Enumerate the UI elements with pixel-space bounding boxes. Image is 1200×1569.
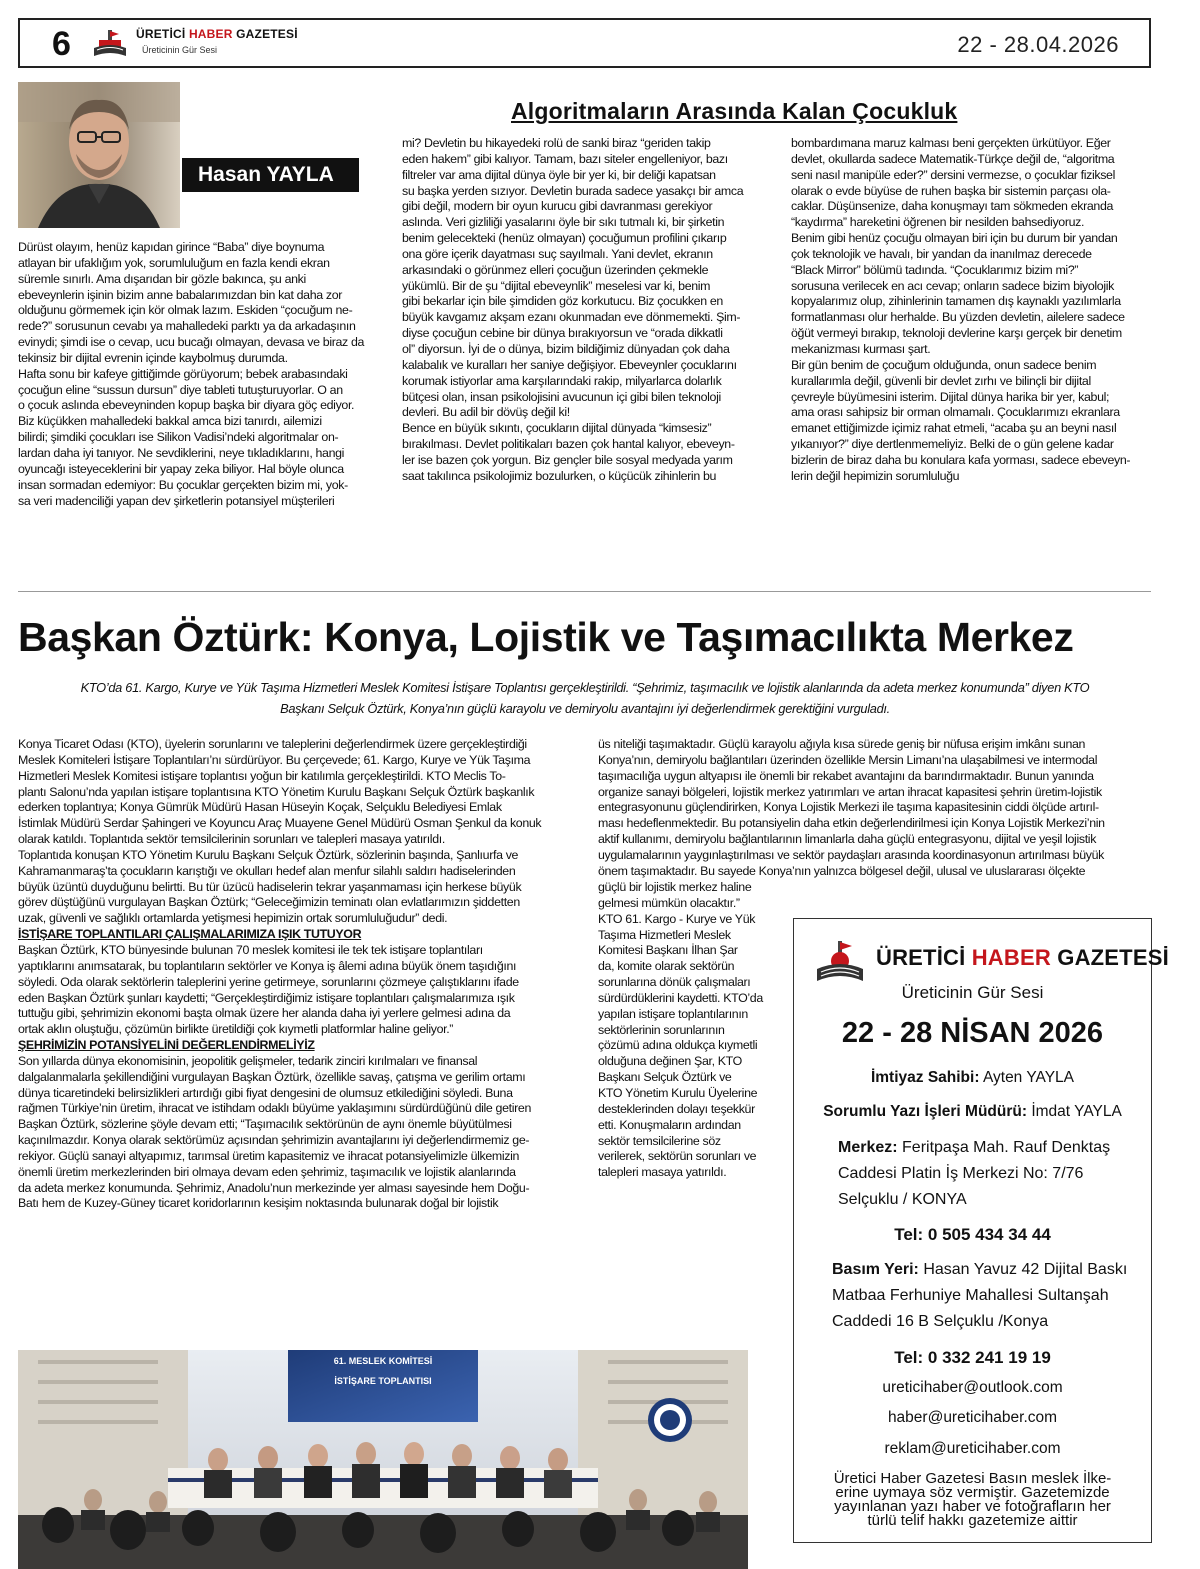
text-line: talepleri masaya yatırıldı. — [598, 1165, 727, 1180]
column-text-col3 — [791, 136, 1153, 485]
text-line: saat takılınca psikolojimiz bozulurken, o küçücük zihinlerin bu — [402, 468, 717, 483]
text-line: Başkan Öztürk, KTO bünyesinde bulunan 70 meslek komitesi ile tek tek istişare toplantıları — [18, 942, 483, 957]
text-line: Hizmetleri Meslek Komitesi istişare toplantısı yoğun bir katılımla gerçekleştirildi. KTO Meclis To- — [18, 768, 506, 783]
text-line: arkasındaki o görünmez elleri çocuğun üzerinden çekmekle — [402, 262, 709, 277]
infobox-email-1: ureticihaber@outlook.com — [882, 1379, 1063, 1396]
text-line: etti. Konuşmaların ardından — [598, 1117, 741, 1132]
infobox-date: 22 - 28 NİSAN 2026 — [841, 1017, 1104, 1049]
text-line: su başka yerden sızıyor. Devletin burada sadece yasakçı bir amca — [402, 183, 744, 198]
infobox-print-line2: Matbaa Ferhuniye Mahallesi Sultanşah — [832, 1287, 1109, 1304]
text-line: sa veri madenciliği yapan dev şirketlerin potansiyel müşterileri — [18, 493, 335, 508]
text-line: süremle sınırlı. Ama dışarıdan bir gözle bakınca, şu anki — [18, 271, 306, 286]
infobox-print-line3: Caddedi 16 B Selçuklu /Konya — [832, 1313, 1049, 1330]
text-line: Biz küçükken mahalledeki bakkal amca bizi tanırdı, ailemizi — [18, 414, 322, 429]
text-line: İSTİŞARE TOPLANTILARI ÇALIŞMALARIMIZA IŞIK TUTUYOR — [18, 927, 362, 942]
infobox-hq-line3: Selçuklu / KONYA — [838, 1191, 967, 1208]
text-line: tuttuğu gibi, şehrimizin ekonomi başta olmak üzere her alanda daha iyi yerlere gelmesi adına da — [18, 1006, 511, 1021]
text-line: yapılan istişare toplantılarının — [598, 1006, 748, 1021]
text-line: Meslek Komiteleri İstişare Toplantıları’nı sürdürüyor. Bu çerçevede; 61. Kargo, Kurye ve Yük Taşıma — [18, 752, 531, 767]
infobox-print-line1: Basım Yeri: Hasan Yavuz 42 Dijital Baskı — [832, 1261, 1128, 1278]
text-line: sektör temsilcilerine söz — [598, 1133, 721, 1148]
infobox-hq-line2: Caddesi Platin İş Merkezi No: 7/76 — [838, 1165, 1084, 1182]
text-line: kalabalık ve kuralları her saniye değişiyor. Ebeveynler çocuklarını — [402, 357, 737, 372]
text-line: eden Başkan Öztürk şunları kaydetti; “Gerçekleştirdiğimiz istişare toplantıları çalışmalarımıza ışık — [18, 990, 515, 1005]
text-line: gibi değil, modern bir oyun kurucu gibi davranması gerekiyor — [402, 199, 713, 214]
article-text-col1 — [18, 737, 588, 1212]
infobox-tel1: Tel: 0 505 434 34 44 — [894, 1225, 1051, 1244]
text-line: bombardımana maruz kalması beni gerçekten ürkütüyor. Eğer — [791, 136, 1111, 150]
brand-slogan: Üreticinin Gür Sesi — [142, 45, 218, 55]
infobox-footer: Üretici Haber Gazetesi Basın meslek İlke- erine uymaya söz vermiştir. Gazetemizde yayınlanan yazı haber ve fotoğrafların her türlü telif hakkı gazetemize aittir — [833, 1470, 1112, 1529]
text-line: ŞEHRİMİZİN POTANSİYELİNİ DEĞERLENDİRMELİYİZ — [18, 1038, 315, 1053]
text-line: Başkanı Selçuk Öztürk ve — [598, 1070, 732, 1085]
text-line: KTO Yönetim Kurulu Üyelerine — [598, 1085, 758, 1100]
text-line: da, komite olarak sektörün — [598, 959, 735, 974]
text-line: tekinsiz bir dijital evrenin içinde kaybolmuş durumda. — [18, 350, 288, 365]
text-line: insan sormadan edemiyor: Bu çocuklar gerçekten bizim mi, yok- — [18, 477, 348, 492]
text-line: üs niteliği taşımaktadır. Güçlü karayolu ağıyla kısa sürede geniş bir nüfusa erişim imkânı sunan — [598, 737, 1086, 751]
text-line: caklar. Düşünsenize, daha konuşmayı tam sökmeden ekranda — [791, 199, 1114, 214]
article-deck: KTO’da 61. Kargo, Kurye ve Yük Taşıma Hizmetleri Meslek Komitesi İstişare Toplantısı gerçekleştirildi. “Şehrimiz, taşımacılık ve lojistik alanlarında da adeta merkez konumunda” diyen KTO Başkanı Selçuk Öztürk, Konya’nın güçlü karayolu ve demiryolu avantajını iyi değerlendirmek gerektiğini vurguladı. — [80, 680, 1090, 716]
photo-banner-line2: İSTİŞARE TOPLANTISI — [334, 1376, 432, 1386]
text-line: İstimlak Müdürü Serdar Şahingeri ve Koyuncu Araç Muayene Genel Müdürü Osman Şenkul da konuk — [18, 816, 542, 831]
text-line: büyük kavgamız akşam ezanı okunmadan eve dönmemekti. Şim- — [402, 310, 741, 325]
text-line: Batı hem de Kuzey-Güney ticaret koridorlarının kesişim noktasında bulunarak doğal bir lojistik — [18, 1196, 499, 1211]
text-line: güçlü bir lojistik merkez haline — [598, 880, 752, 894]
issue-date: 22 - 28.04.2026 — [957, 32, 1119, 57]
text-line: Bence en büyük sıkıntı, çocukların dijital dünyada “kimsesiz” — [402, 421, 712, 436]
text-line: Taşıma Hizmetleri Meslek — [598, 927, 731, 942]
text-line: organize sanayi bölgeleri, lojistik merkez yatırımları ve artan ihracat kapasitesi şehrin üretim-lojistik — [598, 784, 1102, 799]
article-text-col2 — [598, 737, 1158, 880]
text-line: çocuğun eline “sussun dursun” diye tableti tutuşturuyorlar. O an — [18, 382, 343, 397]
text-line: yıkanıyor?” diye dertlenmemeliyiz. Belki de o gün gelene kadar — [791, 437, 1114, 452]
text-line: Konya’nın, demiryolu bağlantıları üzerinden özellikle Mersin Limanı’na ulaşabilmesi ve intermodal — [598, 752, 1098, 767]
text-line: diyse çocuğun cebine bir dünya bırakıyorsun ve “orada dikkatli — [402, 326, 723, 341]
column-text-col1 — [18, 240, 368, 509]
infobox-tel2: Tel: 0 332 241 19 19 — [894, 1348, 1051, 1367]
infobox-brand-name: ÜRETİCİ HABER GAZETESİ — [876, 945, 1169, 970]
text-line: ması hedeflenmektedir. Bu potansiyelin daha etkin değerlendirilmesi için Konya Lojistik Merkezi’nin — [598, 816, 1105, 831]
text-line: ortak aklın oluştuğu, çözümün birlikte üretildiği çok kıymetli platformlar haline geliyor.” — [18, 1022, 454, 1037]
text-line: yükümlü. Bir de şu “dijital ebeveynlik” meselesi var ki, benim — [402, 278, 711, 293]
text-line: formatlanması olur herhalde. Bu yüzden devletin, ailelere sadece — [791, 310, 1125, 325]
text-line: bırakılması. Devlet politikaları bazen çok hantal kalıyor, ebeveyn- — [402, 437, 735, 452]
text-line: oyuncağı isteyeceklerini bir yapay zeka biliyor. Hal böyle olunca — [18, 461, 344, 476]
text-line: uygulamalarının yaygınlaştırılması ve sektör paydaşları arasında koordinasyonun artırılması büyük — [598, 847, 1104, 862]
text-line: KTO 61. Kargo - Kurye ve Yük — [598, 911, 756, 926]
text-line: söyledi. Oda olarak sektörlerin taleplerini yerine getirmeye, sorunlarını çözmeye çalıştıklarını ifade — [18, 974, 519, 989]
text-line: gelmesi mümkün olacaktır.” — [598, 895, 740, 910]
text-line: sektörlerinin sorunlarının — [598, 1022, 725, 1037]
book-logo-icon — [91, 28, 129, 60]
text-line: Hafta sonu bir kafeye gittiğimde görüyorum; bebek arabasındaki — [18, 366, 348, 381]
infobox-email-3: reklam@ureticihaber.com — [884, 1440, 1061, 1457]
text-line: kopyalarımız olup, zihinlerinin tamamen dış kaynaklı yazılımlarla — [791, 294, 1121, 309]
text-line: evinydi; şimdi ise o cevap, ucu bucağı olmayan, devasa ve biraz da — [18, 335, 365, 350]
text-line: benim gelecekteki (henüz olmayan) çocuğumun profilini çıkarıp — [402, 231, 727, 246]
book-logo-icon — [814, 939, 866, 987]
page-header — [18, 18, 1151, 68]
text-line: Dürüst olayım, henüz kapıdan girince “Baba” diye boynuma — [18, 240, 325, 254]
text-line: filtreler var ama dijital dünya öyle bir yer ki, bir deliği kapatsan — [402, 167, 716, 182]
text-line: kurallarımla değil, güvenli bir devlet zırhı ve bilinçli bir dijital — [791, 373, 1091, 388]
text-line: Konya Ticaret Odası (KTO), üyelerin sorunlarını ve taleplerini değerlendirmek üzere gerçekleştirdiği — [18, 737, 527, 751]
text-line: rekiyor. Güçlü sanayi altyapımız, tarımsal üretim kapasitemiz ve ihracat potansiyelimizle ülkemizin — [18, 1148, 520, 1163]
infobox-email-2: haber@ureticihaber.com — [887, 1409, 1058, 1426]
text-line: bizlerin de biraz daha bu konulara kafa yorması, sadece ebeveyn- — [791, 452, 1131, 467]
text-line: mi? Devletin bu hikayedeki rolü de sanki biraz “geriden takip — [402, 136, 711, 150]
text-line: verilerek, sektörün sorunları ve — [598, 1149, 757, 1164]
text-line: aktif kullanımı, demiryolu bağlantılarının limanlarla daha güçlü entegrasyonu, dijital ve yeşil lojistik — [598, 832, 1097, 847]
text-line: Kahramanmaraş’ta çocukların karıştığı ve okulları hedef alan menfur silahlı saldırı hadiselerinden — [18, 863, 516, 878]
infobox-owner: İmtiyaz Sahibi: Ayten YAYLA — [870, 1069, 1075, 1086]
text-line: yaptıklarını anımsatarak, bu toplantıların sektörler ve Konya iş âlemi adına büyük önem taşıdığını — [18, 958, 517, 973]
text-line: eden hakem” gibi kalıyor. Tamam, bazı siteler engelleniyor, bazı — [402, 151, 728, 166]
infobox-editor: Sorumlu Yazı İşleri Müdürü: İmdat YAYLA — [823, 1103, 1122, 1120]
text-line: dalgalanmalarla şekillendiğini vurgulayan Başkan Öztürk, özellikle savaş, çatışma ve gerilim ortamı — [18, 1069, 526, 1084]
text-line: Benim gibi henüz çocuğu olmayan biri için bu durum bir yandan — [791, 231, 1118, 246]
text-line: taşımacılığa uygun altyapısı ile önemli bir rekabet avantajını da barındırmaktadır. Bunun yanında — [598, 768, 1094, 783]
meeting-photo — [18, 1350, 748, 1569]
text-line: ama orası sahipsiz bir orman olmamalı. Çocuklarımızı ekranlara — [791, 405, 1120, 420]
text-line: kaçınılmazdır. Konya olarak sektörümüz açısından şehrimizin avantajlarını iyi değerlendirmemiz ge- — [18, 1133, 530, 1148]
text-line: bilirdi; şimdiki çocukları ise Silikon Vadisi’ndeki algoritmalar on- — [18, 430, 339, 445]
column-title: Algoritmaların Arasında Kalan Çocukluk — [511, 98, 958, 124]
text-line: sürdürdüklerini kaydetti. KTO’da — [598, 990, 763, 1005]
text-line: olduğunu görmemek için kör olmak lazım. Eskiden “çocuğum ne- — [18, 303, 353, 318]
text-line: Toplantıda konuşan KTO Yönetim Kurulu Başkanı Selçuk Öztürk, sözlerinin başında, Şanlıurfa ve — [18, 847, 519, 862]
text-line: desteklerinden dolayı teşekkür — [598, 1101, 755, 1116]
text-line: ebeveynlerin işinin bizim anne babalarımızdan bin kat daha zor — [18, 287, 343, 302]
text-line: “kaydırma” hareketini öğrenen bir nesilden bahsediyoruz. — [791, 215, 1085, 230]
newspaper-imprint-box — [793, 918, 1169, 1543]
text-line: görev düştüğünü vurgulayan Başkan Öztürk; “Geleceğimizin teminatı olan evlatlarımızın şiddetten — [18, 895, 520, 910]
text-line: Başkan Öztürk, sözlerine şöyle devam etti; “Taşımacılık sektörünün de aynı önemle büyütülmesi — [18, 1117, 512, 1132]
text-line: dünya ticaretindeki belirsizlikleri artırdığı gibi fiyat dengesini de olumsuz etkilediğini söyledi. Buna — [18, 1085, 513, 1100]
infobox-hq-line1: Merkez: Feritpaşa Mah. Rauf Denktaş — [838, 1139, 1111, 1156]
text-line: çevreyle büyümesini isterim. Dijital dünya harika bir yer, kabul; — [791, 389, 1110, 404]
author-photo — [18, 82, 358, 228]
text-line: uzak, güvenli ve sağlıklı ortamlarda yetişmesi hepimizin ortak sorumluluğudur” dedi. — [18, 911, 448, 926]
text-line: korumak istiyorlar ama karşılarındaki rakip, milyarlarca dolarlık — [402, 373, 722, 388]
text-line: plantı Salonu’nda yapılan istişare toplantısına KTO Yönetim Kurulu Başkanı Selçuk Öztürk başkanlık — [18, 784, 535, 799]
text-line: önem taşımaktadır. Bu sayede Konya’nın yalnızca bölgesel değil, ulusal ve uluslararası ölçekte — [598, 863, 1086, 878]
text-line: çok teknolojik ve havalı, bir yandan da inanılmaz derecede — [791, 246, 1092, 261]
author-name: Hasan YAYLA — [182, 158, 359, 192]
text-line: aslında. Veri gizliliği yasalarını öyle bir sıkı tutmalı ki, bir şirketin — [402, 215, 725, 230]
article-headline: Başkan Öztürk: Konya, Lojistik ve Taşımacılıkta Merkez — [18, 614, 1074, 660]
photo-banner-line1: 61. MESLEK KOMİTESİ — [333, 1356, 433, 1366]
text-line: entegrasyonunu güçlendirirken, Konya Lojistik Merkezi ile taşıma kapasitesinin ciddi ölçüde artırıl- — [598, 800, 1099, 815]
text-line: rede?” sorusunun cevabı ya mahalledeki parktı ya da arkadaşının — [18, 319, 356, 334]
brand-name: ÜRETİCİ HABER GAZETESİ — [136, 27, 298, 41]
text-line: o çocuk aslında ebeveyninden kopup başka bir diyara göç ediyor. — [18, 398, 355, 413]
text-line: Komitesi Başkanı İlhan Şar — [598, 943, 738, 958]
text-line: ona göre içerik dayatması suç sayılmalı. Yani devlet, ekranın — [402, 246, 713, 261]
text-line: öğüt vermeyi bırakıp, teknoloji devlerine karşı gerçek bir denetim — [791, 326, 1122, 341]
text-line: ederken toplantıya; Konya Gümrük Müdürü Hasan Hüseyin Koçak, Selçuklu Belediyesi Emlak — [18, 800, 502, 815]
text-line: önemli üretim merkezlerinden biri olmaya devam eden şehrimiz, taşımacılık ve lojistik alanlarında — [18, 1164, 516, 1179]
text-line: olarak o evde büyüse de ruhen başka bir sistemin parçası ola- — [791, 183, 1111, 198]
text-line: “Black Mirror” bölümü tadında. “Çocuklarımız bizim mi?” — [791, 262, 1079, 277]
text-line: ler ise bazen çok yorgun. Biz gençler bile sosyal medyada yarım — [402, 452, 733, 467]
text-line: olduğuna değinen Şar, KTO — [598, 1054, 742, 1069]
text-line: lerin değil hepimizin sorumluluğu — [791, 468, 960, 483]
text-line: gibi bekarlar için bile şimdiden göz korkutucu. Biz çocukken en — [402, 294, 723, 309]
text-line: ol” diyorsun. İyi de o dünya, bizim bildiğimiz dünyadan çok daha — [402, 341, 730, 356]
text-line: çözümü adına oldukça kıymetli — [598, 1038, 758, 1053]
text-line: olarak katıldı. Toplantıda sektör temsilcilerinin sorunları ve talepleri masaya yatırıldı. — [18, 832, 445, 847]
infobox-slogan: Üreticinin Gür Sesi — [901, 983, 1044, 1002]
text-line: Son yıllarda dünya ekonomisinin, jeopolitik gelişmeler, tedarik zinciri kırılmaları ve finansal — [18, 1053, 478, 1068]
text-line: da adeta merkez konumunda. Şehrimiz, Anadolu’nun merkezinde yer alması sayesinde hem Doğu- — [18, 1180, 530, 1195]
article-text-col2-narrow — [598, 880, 783, 1181]
text-line: rağmen Türkiye’nin üretim, ihracat ve istihdam odaklı büyüme yaklaşımını sürdürdüğünü dile getiren — [18, 1101, 531, 1116]
text-line: büyük üzüntü duyduğunu belirtti. Bu tür üzücü hadiselerin tekrar yaşanmaması için herkese büyük — [18, 879, 522, 894]
section-divider — [18, 591, 1151, 592]
text-line: sorunlarına dönük çalışmaları — [598, 975, 751, 990]
text-line: atlayan bir ufaklığım yok, sorumluluğum en fazla kendi ekran — [18, 255, 330, 270]
column-text-col2 — [402, 136, 764, 485]
text-line: seni nasıl manipüle eder?” dersini vermezse, o çocuklar fiziksel — [791, 167, 1115, 182]
text-line: bütçesi olan, insan psikolojisini avucunun içi gibi bilen teknoloji — [402, 389, 721, 404]
text-line: Bir gün benim de çocuğum olduğunda, onun sadece benim — [791, 357, 1097, 372]
text-line: lardan daha iyi tanıyor. Ne sevdiklerini, neye tıkladıklarını, hangi — [18, 445, 345, 460]
text-line: devlet, okullarda sadece Matematik-Türkçe değil de, “algoritma — [791, 151, 1115, 166]
text-line: devleri. Bu adil bir dövüş değil ki! — [402, 405, 570, 420]
text-line: sorusuna verilecek en acı cevap; onların sadece bizim biyolojik — [791, 278, 1115, 293]
page-number: 6 — [52, 25, 71, 63]
text-line: mekanizması kurması şart. — [791, 341, 931, 356]
text-line: emanet ettiğimizde içimiz rahat etmeli, “acaba şu an beyni nasıl — [791, 421, 1117, 436]
